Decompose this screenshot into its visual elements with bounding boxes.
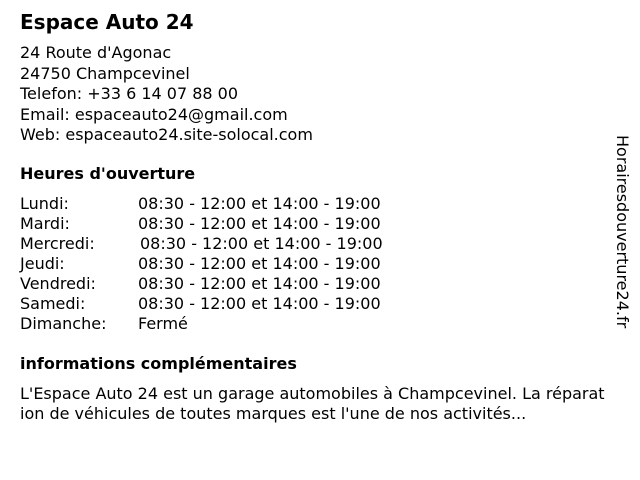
site-watermark: Horairesdouverture24.fr <box>613 135 632 329</box>
contact-block <box>20 43 313 146</box>
day-hours: 08:30 - 12:00 et 14:00 - 19:00 <box>140 234 383 253</box>
day-hours: 08:30 - 12:00 et 14:00 - 19:00 <box>138 294 381 313</box>
hours-heading: Heures d'ouverture <box>20 164 196 183</box>
day-hours: 08:30 - 12:00 et 14:00 - 19:00 <box>138 274 381 293</box>
address-line-1: 24 Route d'Agonac <box>20 43 172 62</box>
info-description: L'Espace Auto 24 est un garage automobiles à Champcevinel. La réparation de véhicules de toutes marques est l'une de nos activités... <box>20 384 605 423</box>
info-heading: informations complémentaires <box>20 354 297 373</box>
phone-line: Telefon: +33 6 14 07 88 00 <box>20 84 239 103</box>
email-line: Email: espaceauto24@gmail.com <box>20 104 288 124</box>
day-label: Dimanche: <box>20 314 107 333</box>
day-hours: Fermé <box>138 314 188 333</box>
day-hours: 08:30 - 12:00 et 14:00 - 19:00 <box>138 194 381 213</box>
day-label: Mercredi: <box>20 234 95 253</box>
day-label: Mardi: <box>20 214 70 233</box>
address-line-2: 24750 Champcevinel <box>20 63 190 83</box>
day-label: Lundi: <box>20 194 69 213</box>
day-label: Jeudi: <box>20 254 65 273</box>
day-label: Vendredi: <box>20 274 96 293</box>
web-line: Web: espaceauto24.site-solocal.com <box>20 125 313 144</box>
day-hours: 08:30 - 12:00 et 14:00 - 19:00 <box>138 214 381 233</box>
business-name: Espace Auto 24 <box>20 10 194 34</box>
day-hours: 08:30 - 12:00 et 14:00 - 19:00 <box>138 254 381 273</box>
day-label: Samedi: <box>20 294 86 313</box>
